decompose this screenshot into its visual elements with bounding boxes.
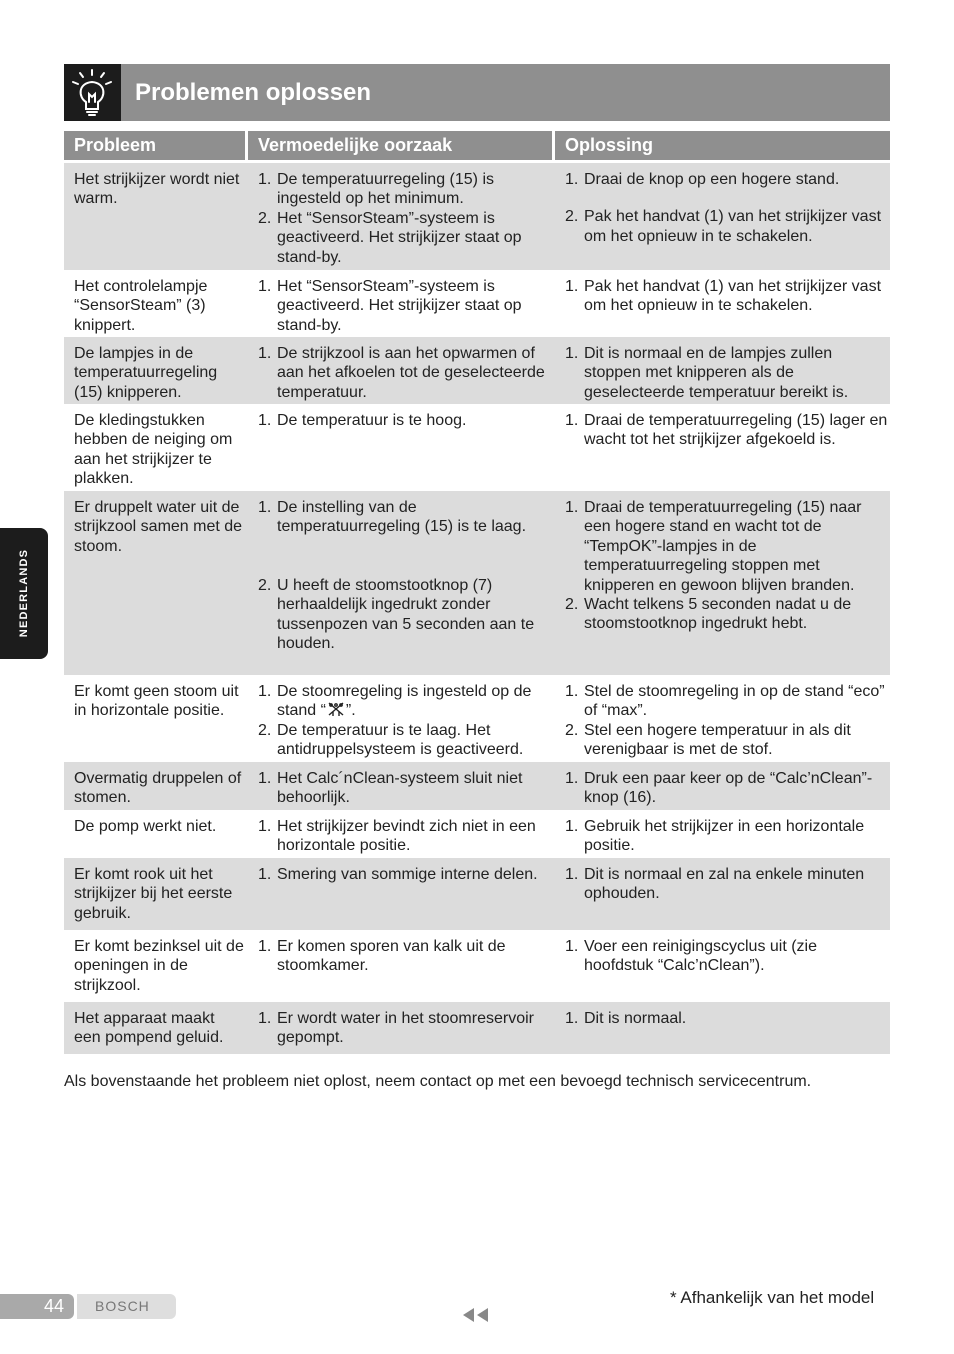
list-item: 1. Dit is normaal en zal na enkele minuten ophouden. [565,866,865,903]
list-item: 1. Het Calc´nClean-systeem sluit niet behoorlijk. [258,770,523,807]
cause-cell [248,930,552,1002]
problem-cell: Er druppelt water uit de strijkzool samen met de stoom. [74,499,243,555]
solution-cell [555,762,890,810]
solution-cell [555,404,890,491]
table-row [64,930,890,1002]
cause-cell [248,1002,552,1054]
table-row [64,762,890,810]
solution-cell [555,930,890,1002]
solution-cell [555,858,890,930]
list-item: 1. De stoomregeling is ingesteld op de stand “ ”. [258,683,532,720]
list-item: 1. Het strijkijzer bevindt zich niet in een horizontale positie. [258,818,536,855]
list-item: 2. Stel een hogere temperatuur in als dit verenigbaar is met de stof. [565,721,851,759]
brand-box [77,1294,176,1319]
problem-cell: Er komt geen stoom uit in horizontale positie. [74,683,239,720]
lightbulb-icon [64,64,121,121]
page-title: Problemen oplossen [135,79,372,106]
list-item: 2. U heeft de stoomstootknop (7) herhaaldelijk ingedrukt zonder tussenpozen van 5 seconden aan te houden. [258,576,535,653]
cause-cell [248,337,552,404]
column-header-cause: Vermoedelijke oorzaak [248,131,552,160]
no-steam-icon [326,701,346,717]
table-row [64,404,890,491]
list-item: 1. Er wordt water in het stoomreservoir gepompt. [258,1010,534,1047]
solution-cell [555,163,890,270]
page-number: 44 [43,1296,64,1316]
table-header [64,131,890,160]
list-item: 2. Pak het handvat (1) van het strijkijzer vast om het opnieuw in te schakelen. [565,208,882,245]
list-item: 1. Dit is normaal en de lampjes zullen stoppen met knipperen als de geselecteerde temperatuur bereikt is. [565,345,849,401]
list-item: 1. De temperatuur is te hoog. [258,412,467,429]
header-bar [121,64,890,121]
list-item: 1. De instelling van de temperatuurregeling (15) is te laag. [258,499,527,536]
problem-cell: Overmatig druppelen of stomen. [74,770,242,807]
list-item: 1. Pak het handvat (1) van het strijkijzer vast om het opnieuw in te schakelen. [565,278,882,315]
list-item: 2. Het “SensorSteam”-systeem is geactiveerd. Het strijkijzer staat op stand-by. [258,209,522,266]
troubleshooting-table [64,131,890,1054]
list-item: 2. De temperatuur is te laag. Het antidruppelsysteem is geactiveerd. [258,721,524,759]
table-row [64,1002,890,1054]
column-header-problem: Probleem [64,131,245,160]
list-item: 1. Draai de temperatuurregeling (15) lager en wacht tot het strijkijzer afgekoeld is. [565,412,888,449]
solution-cell [555,337,890,404]
solution-cell [555,1002,890,1054]
model-note: * Afhankelijk van het model [670,1288,875,1307]
table-row [64,491,890,675]
section-header [64,64,890,121]
list-item: 1. De temperatuurregeling (15) is ingesteld op het minimum. [258,171,494,208]
cause-cell [248,858,552,930]
list-item: 1. Dit is normaal. [565,1010,687,1027]
table-row [64,270,890,337]
problem-cell: De lampjes in de temperatuurregeling (15) knipperen. [74,345,218,401]
list-item: 1. Stel de stoomregeling in op de stand “eco” of “max”. [565,683,885,720]
list-item: 1. Het “SensorSteam”-systeem is geactiveerd. Het strijkijzer staat op stand-by. [258,278,522,334]
list-item: 1. Draai de temperatuurregeling (15) naar een hogere stand en wacht tot de “TempOK”-lampjes in de temperatuurregeling stoppen met knipperen en gewoon blijven branden. [565,499,862,594]
table-row [64,810,890,858]
problem-cell: De pomp werkt niet. [74,818,217,835]
problem-cell: De kledingstukken hebben de neiging om aan het strijkijzer te plakken. [74,412,233,488]
table-row [64,858,890,930]
cause-cell [248,163,552,270]
solution-cell [555,675,890,762]
cause-cell [248,491,552,675]
previous-page-icon [463,1308,489,1322]
list-item: 1. Druk een paar keer op de “Calc’nClean”-knop (16). [565,770,873,807]
solution-cell [555,810,890,858]
cause-cell [248,404,552,491]
list-item: 1. Er komen sporen van kalk uit de stoomkamer. [258,938,506,975]
table-row [64,337,890,404]
list-item: 1. Voer een reinigingscyclus uit (zie hoofdstuk “Calc’nClean”). [565,938,818,975]
page-number-box [0,1294,74,1319]
cause-cell [248,762,552,810]
cause-cell [248,810,552,858]
language-tab-label: NEDERLANDS [18,548,30,638]
list-item: 1. Gebruik het strijkijzer in een horizontale positie. [565,818,865,855]
solution-cell [555,491,890,675]
service-note: Als bovenstaande het probleem niet oplost, neem contact op met een bevoegd technisch servicecentrum. [64,1073,812,1090]
cause-cell [248,675,552,762]
table-row [64,163,890,270]
problem-cell: Het apparaat maakt een pompend geluid. [74,1010,224,1047]
table-row [64,675,890,762]
brand-label: BOSCH [95,1298,150,1314]
problem-cell: Er komt bezinksel uit de openingen in de strijkzool. [74,938,244,994]
solution-cell [555,270,890,337]
language-tab [0,528,48,659]
problem-cell: Het strijkijzer wordt niet warm. [74,171,240,208]
problem-cell: Het controlelampje “SensorSteam” (3) knippert. [74,278,208,334]
list-item: 1. Draai de knop op een hogere stand. [565,171,840,188]
cause-cell [248,270,552,337]
list-item: 1. De strijkzool is aan het opwarmen of aan het afkoelen tot de geselecteerde temperatuur. [258,345,545,401]
list-item: 1. Smering van sommige interne delen. [258,866,538,883]
problem-cell: Er komt rook uit het strijkijzer bij het eerste gebruik. [74,866,233,922]
list-item: 2. Wacht telkens 5 seconden nadat u de stoomstootknop ingedrukt hebt. [565,596,852,633]
column-header-solution: Oplossing [555,131,890,160]
